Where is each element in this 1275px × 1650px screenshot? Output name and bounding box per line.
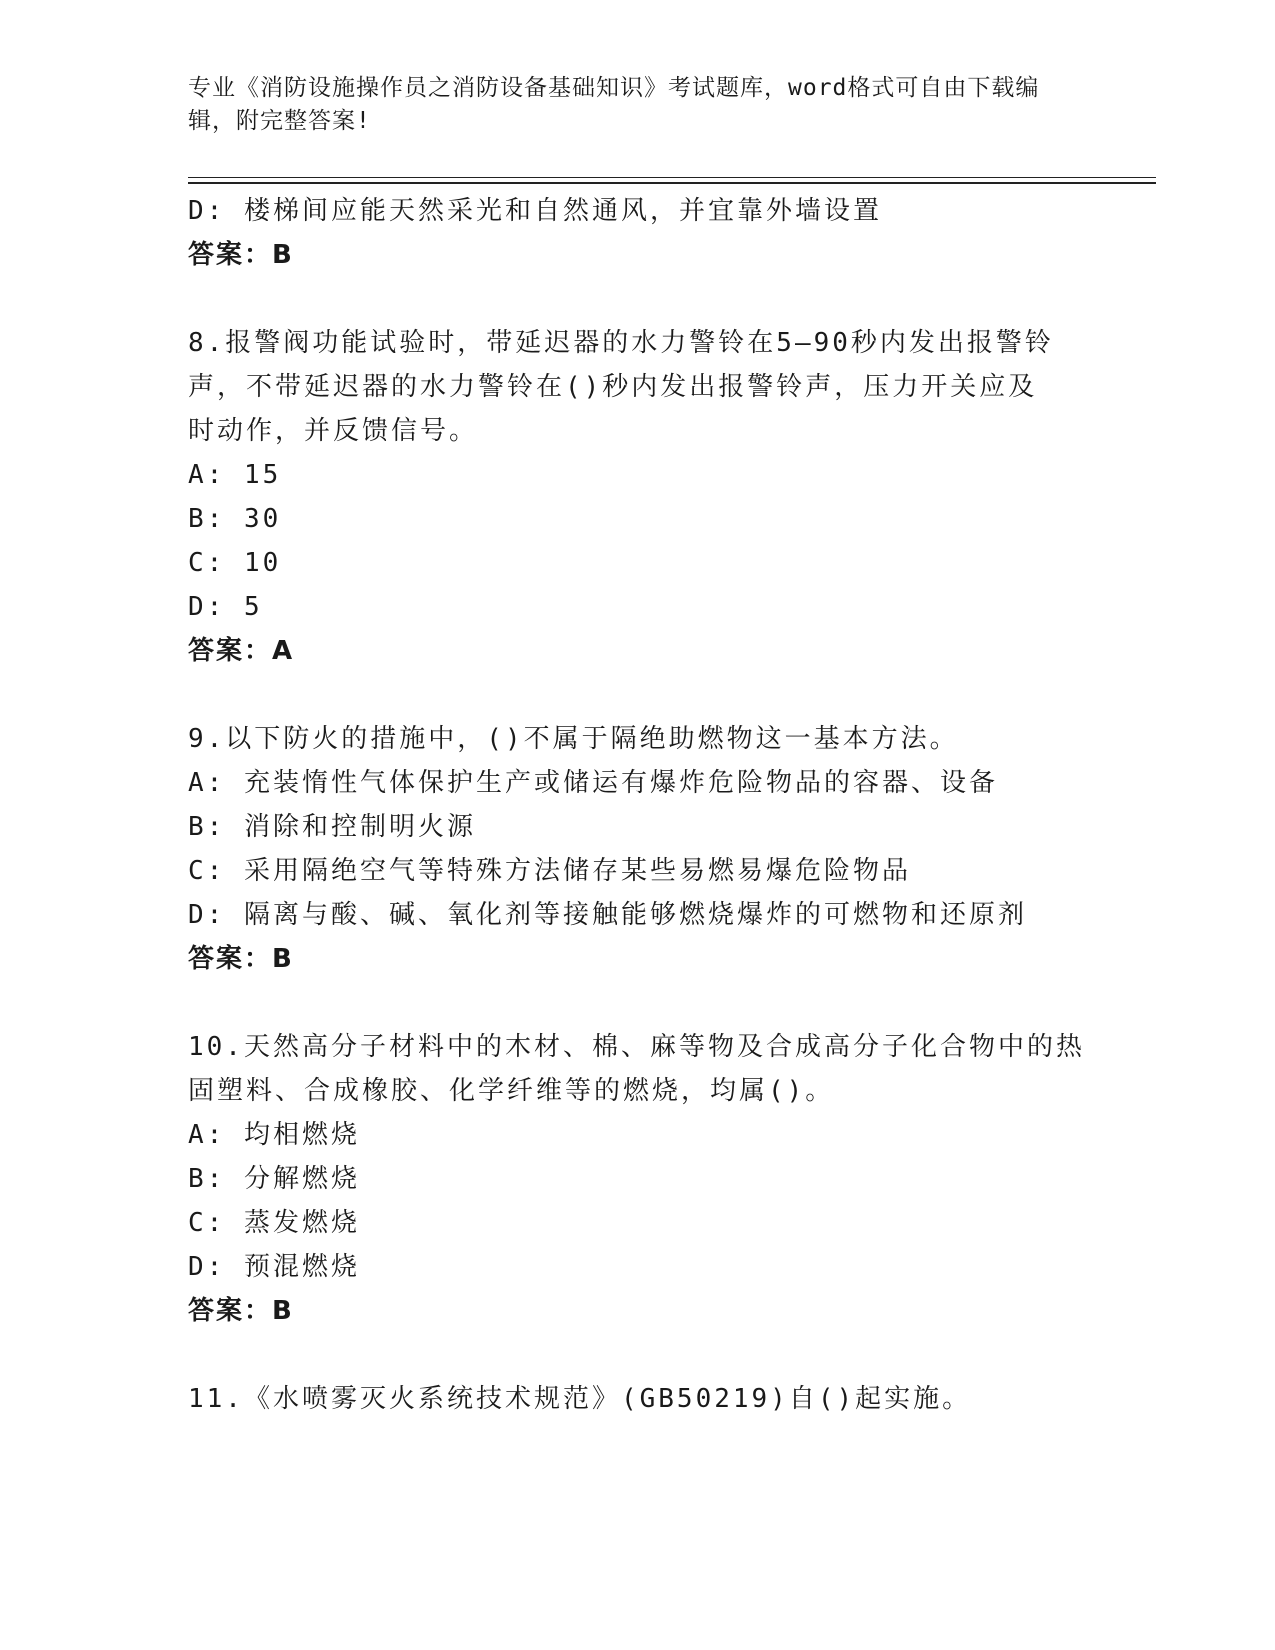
q8-option-c: C: 10 <box>188 548 282 578</box>
q7-answer: 答案：B <box>188 240 294 270</box>
q10-option-a: A: 均相燃烧 <box>188 1120 360 1150</box>
header-divider-thick <box>188 182 1156 184</box>
q9-option-a: A: 充装惰性气体保护生产或储运有爆炸危险物品的容器、设备 <box>188 768 998 798</box>
q9-option-d: D: 隔离与酸、碱、氧化剂等接触能够燃烧爆炸的可燃物和还原剂 <box>188 900 1027 930</box>
q9-option-c: C: 采用隔绝空气等特殊方法储存某些易燃易爆危险物品 <box>188 856 911 886</box>
q10-stem-line-1: 10.天然高分子材料中的木材、棉、麻等物及合成高分子化合物中的热 <box>188 1032 1085 1062</box>
q8-option-b: B: 30 <box>188 504 282 534</box>
document-header <box>188 72 1068 138</box>
q10-option-b: B: 分解燃烧 <box>188 1164 360 1194</box>
q9-answer: 答案：B <box>188 944 294 974</box>
q8-option-d: D: 5 <box>188 592 263 622</box>
q9-option-b: B: 消除和控制明火源 <box>188 812 476 842</box>
q10-option-c: C: 蒸发燃烧 <box>188 1208 360 1238</box>
q10-option-d: D: 预混燃烧 <box>188 1252 360 1282</box>
header-line-2: 辑，附完整答案! <box>188 108 371 134</box>
q8-stem-line-2: 声，不带延迟器的水力警铃在()秒内发出报警铃声，压力开关应及 <box>188 372 1038 402</box>
q7-option-d: D: 楼梯间应能天然采光和自然通风，并宜靠外墙设置 <box>188 196 882 226</box>
header-divider-thin <box>188 177 1156 178</box>
q8-stem-line-3: 时动作，并反馈信号。 <box>188 416 479 446</box>
q9-stem-line-1: 9.以下防火的措施中，()不属于隔绝助燃物这一基本方法。 <box>188 724 959 754</box>
q8-answer: 答案：A <box>188 636 295 666</box>
q8-option-a: A: 15 <box>188 460 282 490</box>
q11-stem-line-1: 11.《水喷雾灭火系统技术规范》(GB50219)自()起实施。 <box>188 1384 972 1414</box>
q10-answer: 答案：B <box>188 1296 294 1326</box>
header-line-1: 专业《消防设施操作员之消防设备基础知识》考试题库，word格式可自由下载编 <box>188 75 1040 101</box>
q8-stem-line-1: 8.报警阀功能试验时，带延迟器的水力警铃在5—90秒内发出报警铃 <box>188 328 1054 358</box>
q10-stem-line-2: 固塑料、合成橡胶、化学纤维等的燃烧，均属()。 <box>188 1076 835 1106</box>
